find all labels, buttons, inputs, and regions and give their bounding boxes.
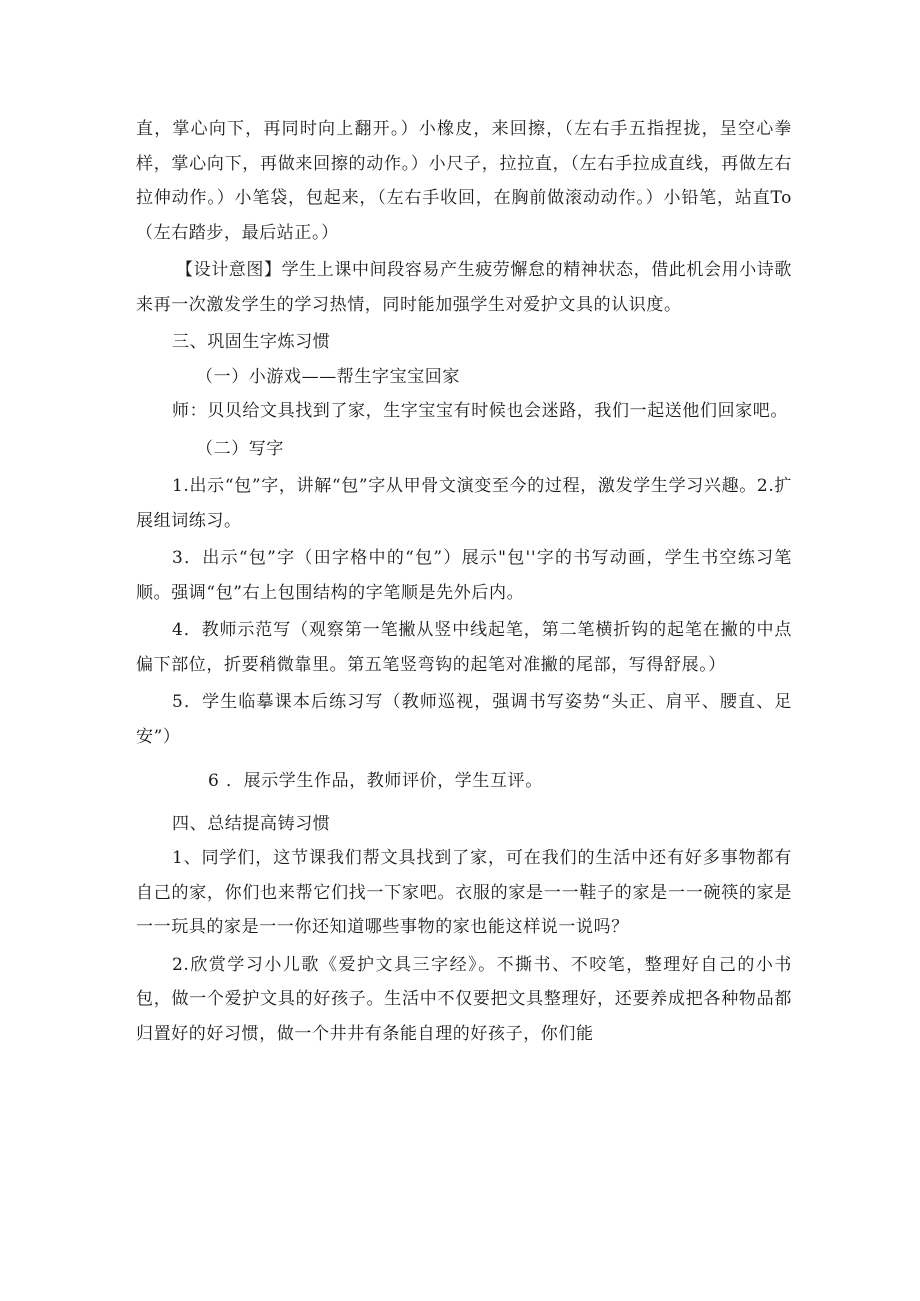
subsection-heading-writing: （二）写字 (196, 438, 284, 459)
paragraph-step-4: 4．教师示范写（观察第一笔撇从竖中线起笔，第二笔横折钩的起笔在撇的中点偏下部位，折要稍微靠里。第五笔竖弯钩的起笔对准撇的尾部，写得舒展。） (136, 620, 792, 675)
document-body (136, 112, 792, 1051)
paragraph-step-3: 3．出示“包”字（田字格中的“包”）展示"包''字的书写动画，学生书空练习笔顺。强调“包”右上包围结构的字笔顺是先外后内。 (136, 548, 792, 603)
paragraph-exercise-actions: 直，掌心向下，再同时向上翻开。）小橡皮，来回擦，（左右手五指捏拢，呈空心拳样，掌心向下，再做来回擦的动作。）小尺子，拉拉直，（左右手拉成直线，再做左右拉伸动作。）小笔袋，包起来，（左右手收回，在胸前做滚动动作。）小铅笔，站直To（左右踏步，最后站正。） (136, 119, 792, 243)
paragraph-step-1: 1.出示“包”字，讲解“包”字从甲骨文演变至今的过程，激发学生学习兴趣。2.扩展组词练习。 (136, 476, 792, 531)
paragraph-summary-1: 1、同学们，这节课我们帮文具找到了家，可在我们的生活中还有好多事物都有自己的家，你们也来帮它们找一下家吧。衣服的家是一一鞋子的家是一一碗筷的家是一一玩具的家是一一你还知道哪些事物的家也能这样说一说吗？ (136, 848, 792, 937)
step-6-number: 6 (208, 771, 220, 791)
paragraph-teacher-intro: 师：贝贝给文具找到了家，生字宝宝有时候也会迷路，我们一起送他们回家吧。 (172, 401, 788, 421)
section-heading-4: 四、总结提高铸习惯 (172, 813, 331, 834)
paragraph-summary-2: 2.欣赏学习小儿歌《爱护文具三字经》。不撕书、不咬笔，整理好自己的小书包，做一个爱护文具的好孩子。生活中不仅要把文具整理好，还要养成把各种物品都归置好的好习惯，做一个井井有条能自理的好孩子，你们能 (136, 954, 792, 1044)
paragraph-step-6 (136, 764, 792, 799)
section-heading-3: 三、巩固生字炼习惯 (172, 332, 331, 352)
paragraph-step-5: 5．学生临摹课本后练习写（教师巡视，强调书写姿势“头正、肩平、腰直、足安”） (136, 692, 792, 747)
paragraph-design-intent: 【设计意图】学生上课中间段容易产生疲劳懈怠的精神状态，借此机会用小诗歌来再一次激发学生的学习热情，同时能加强学生对爱护文具的认识度。 (136, 260, 792, 315)
step-6-text: ．展示学生作品，教师评价，学生互评。 (226, 771, 543, 791)
subsection-heading-game: （一）小游戏——帮生字宝宝回家 (196, 366, 460, 387)
